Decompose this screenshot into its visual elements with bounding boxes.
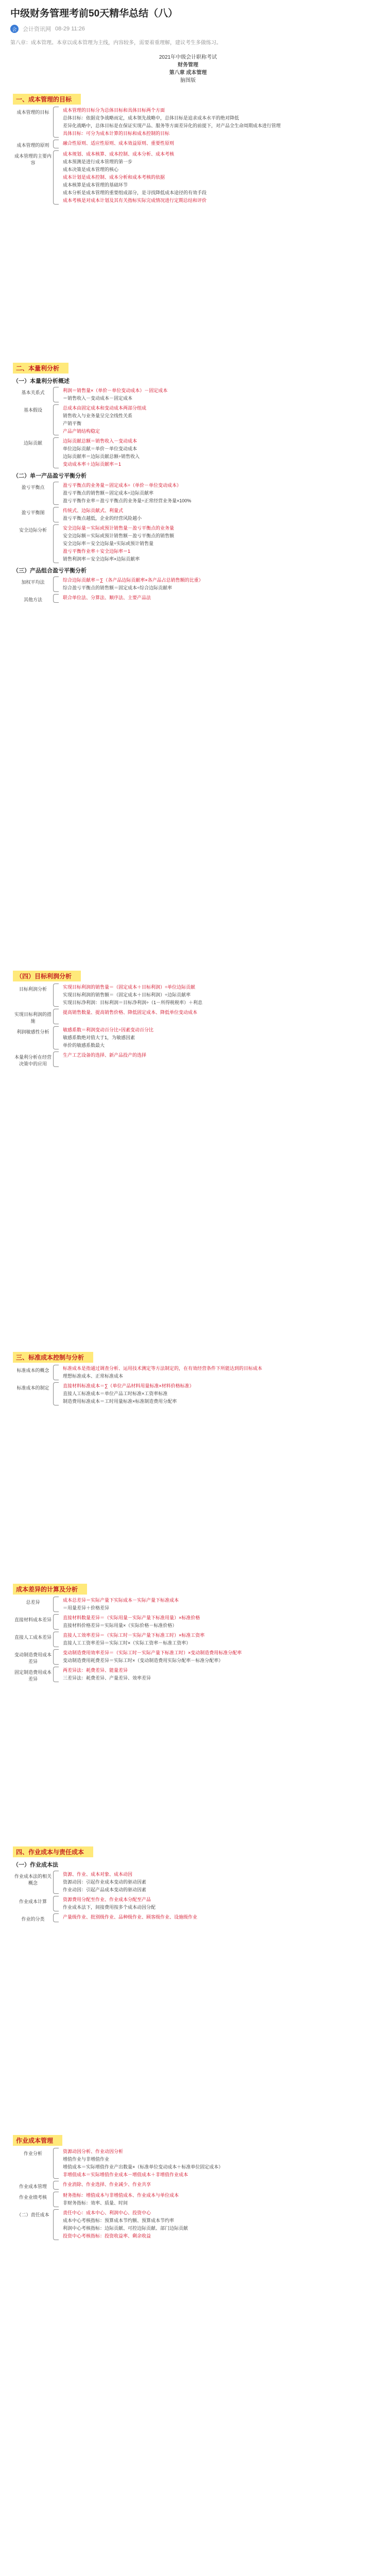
article-intro: 第八章：成本管理。本章以成本管理为主线，内容较多，需要着重理解，建议考生多做练习。 bbox=[10, 40, 221, 46]
author-name[interactable]: 会计资讯网 bbox=[23, 26, 51, 32]
section-title: 二、本量利分析 bbox=[13, 363, 68, 374]
branch-label: 作业成本法的相关概念 bbox=[14, 1874, 52, 1886]
branch-line: 安全边际额＝实际或预计销售额－盈亏平衡点的销售额 bbox=[63, 533, 175, 538]
branch-label: 成本管理的主要内容 bbox=[14, 154, 52, 165]
branch-body bbox=[63, 594, 363, 603]
branch-body bbox=[63, 2209, 363, 2240]
branch-line: 综合边际贡献率＝∑（各产品边际贡献率×各产品占总销售额的比重） bbox=[63, 578, 203, 583]
brace-connector bbox=[53, 437, 59, 468]
brace-connector bbox=[53, 404, 59, 435]
branch-label: 总差异 bbox=[26, 1600, 40, 1605]
branch-line: 变动制造费用耗费差异＝实际工时×（变动制造费用实际分配率－标准分配率） bbox=[63, 1658, 224, 1663]
branch-line: 单价的敏感系数最大 bbox=[63, 1043, 105, 1048]
mindmap-branch bbox=[13, 2181, 363, 2190]
mindmap-branch bbox=[13, 594, 363, 603]
mindmap-branch bbox=[13, 1632, 363, 1647]
brace-connector bbox=[53, 107, 59, 138]
subsection-title: （一）作业成本法 bbox=[13, 1862, 58, 1868]
branch-line: 综合盈亏平衡点的销售额＝固定成本÷综合边际贡献率 bbox=[63, 585, 172, 590]
brace-connector bbox=[53, 594, 59, 603]
branch-line: 直接材料数量差异＝（实际用量－实际产量下标准用量）×标准价格 bbox=[63, 1615, 200, 1620]
branch-line: 盈亏平衡点的业务量＝固定成本÷（单价－单位变动成本） bbox=[63, 483, 181, 488]
branch-line: 盈亏平衡作业率＋安全边际率＝1 bbox=[63, 549, 131, 554]
branch-label: 作业成本计算 bbox=[19, 1899, 47, 1904]
branch-line: 成本管理的目标分为总体目标和具体目标两个方面 bbox=[63, 108, 165, 113]
branch-body bbox=[63, 1667, 363, 1682]
branch-body bbox=[63, 107, 363, 138]
branch-label: 安全边际分析 bbox=[19, 528, 47, 533]
branch-label: 其他方法 bbox=[23, 597, 42, 602]
branch-body bbox=[63, 1052, 363, 1067]
branch-line: 提高销售数量、提高销售价格、降低固定成本、降低单位变动成本 bbox=[63, 1010, 198, 1015]
branch-line: 总体目标：依据竞争战略而定，成本领先战略中，总体目标是追求成本水平的绝对降低 bbox=[63, 115, 239, 121]
branch-line: 作业动因：引起产品成本变动的驱动因素 bbox=[63, 1887, 147, 1892]
branch-line: 直接材料标准成本＝∑（单位产品材料用量标准×材料价格标准） bbox=[63, 1383, 194, 1388]
branch-body bbox=[63, 404, 363, 435]
branch-body bbox=[63, 524, 363, 563]
branch-line: 标准成本是指通过调查分析、运用技术测定等方法制定的，在有效经营条件下所能达到的目标成本 bbox=[63, 1366, 263, 1371]
brace-connector bbox=[53, 507, 59, 522]
doc-chapter: 第八章 成本管理 bbox=[169, 70, 207, 76]
branch-line: 三差异法：耗费差异、产量差异、效率差异 bbox=[63, 1675, 151, 1681]
section-rows bbox=[13, 984, 363, 1067]
branch-line: 利润中心考核指标：边际贡献、可控边际贡献、部门边际贡献 bbox=[63, 2226, 188, 2231]
branch-line: 成本计划是成本控制、成本分析和成本考核的依据 bbox=[63, 175, 165, 180]
branch-label: 本量利分析在经营决策中的应用 bbox=[14, 1055, 52, 1066]
section-rows bbox=[13, 482, 363, 563]
branch-line: 成本预测是进行成本管理的第一步 bbox=[63, 159, 133, 164]
branch-line: 实现目标净利润：目标利润＝目标净利润÷（1－所得税税率）＋利息 bbox=[63, 1000, 202, 1005]
branch-line: 成本中心考核指标：预算成本节约额、预算成本节约率 bbox=[63, 2218, 175, 2223]
branch-line: 增值成本＝实际增值作业产出数量×（标准单位变动成本＋标准单位固定成本） bbox=[63, 2164, 224, 2170]
subsection-title: （二）单一产品盈亏平衡分析 bbox=[13, 473, 87, 479]
brace-connector bbox=[53, 150, 59, 205]
section-title: 三、标准成本控制与分析 bbox=[13, 1352, 93, 1363]
branch-line: 资源动因：引起作业成本变动的驱动因素 bbox=[63, 1879, 147, 1885]
branch-line: 生产工艺设备的选择、新产品投产的选择 bbox=[63, 1053, 147, 1058]
section-rows bbox=[13, 2148, 363, 2240]
branch-label: 作业成本管理 bbox=[19, 2184, 47, 2189]
brace-connector bbox=[53, 140, 59, 148]
branch-label: 直接材料成本差异 bbox=[14, 1617, 52, 1622]
mindmap-branch bbox=[13, 1026, 363, 1049]
section-cost-variance bbox=[13, 1584, 363, 1836]
branch-body bbox=[63, 437, 363, 468]
branch-body bbox=[63, 1365, 363, 1380]
branch-line: 盈亏平衡点的销售额＝固定成本÷边际贡献率 bbox=[63, 490, 153, 496]
branch-label: 基本假设 bbox=[23, 408, 42, 413]
branch-line: 销售收入与业务量呈完全线性关系 bbox=[63, 413, 133, 418]
mindmap-branch bbox=[13, 1614, 363, 1630]
doc-subject: 财务管理 bbox=[178, 62, 198, 68]
mindmap-branch bbox=[13, 1382, 363, 1405]
branch-label: 成本管理的目标 bbox=[16, 110, 49, 115]
brace-connector bbox=[53, 1632, 59, 1647]
branch-line: 安全边际率＝安全边际量÷实际或预计销售量 bbox=[63, 541, 153, 546]
mindmap-branch bbox=[13, 1649, 363, 1665]
brace-connector bbox=[53, 524, 59, 563]
brace-connector bbox=[53, 1597, 59, 1612]
branch-line: 直接人工标准成本＝单位产品工时标准×工资率标准 bbox=[63, 1391, 168, 1396]
brace-connector bbox=[53, 984, 59, 1007]
branch-label: 标准成本的概念 bbox=[16, 1368, 49, 1373]
branch-label: 边际贡献 bbox=[23, 440, 42, 446]
subsection-title: （三）产品组合盈亏平衡分析 bbox=[13, 568, 87, 574]
branch-line: 资源、作业、成本对象、成本动因 bbox=[63, 1872, 133, 1877]
branch-body bbox=[63, 2192, 363, 2207]
branch-line: 资源动因分析、作业动因分析 bbox=[63, 2149, 124, 2154]
mindmap-branch bbox=[13, 1009, 363, 1024]
brace-connector bbox=[53, 2148, 59, 2179]
mindmap-branch bbox=[13, 1871, 363, 1894]
branch-line: 成本规划、成本核算、成本控制、成本分析、成本考核 bbox=[63, 151, 175, 157]
branch-line: 融合性原则、适应性原则、成本效益原则、重要性原则 bbox=[63, 141, 175, 146]
branch-label: 成本管理的原则 bbox=[16, 143, 49, 148]
branch-line: 成本核算是成本管理的基础环节 bbox=[63, 182, 128, 188]
mindmap-branch bbox=[13, 387, 363, 402]
branch-body bbox=[63, 507, 363, 522]
branch-body bbox=[63, 1009, 363, 1024]
branch-line: 产量级作业、批别级作业、品种级作业、顾客级作业、设施级作业 bbox=[63, 1914, 198, 1920]
branch-line: 敏感系数＝利润变动百分比÷因素变动百分比 bbox=[63, 1027, 153, 1032]
brace-connector bbox=[53, 1667, 59, 1682]
branch-label: 直接人工成本差异 bbox=[14, 1635, 52, 1640]
branch-body bbox=[63, 1913, 363, 1922]
mindmap-branch bbox=[13, 2148, 363, 2179]
mindmap-branch bbox=[13, 577, 363, 592]
brace-connector bbox=[53, 1026, 59, 1049]
mindmap-branch bbox=[13, 150, 363, 205]
branch-body bbox=[63, 1614, 363, 1630]
brace-connector bbox=[53, 1382, 59, 1405]
section-title: 成本差异的计算及分析 bbox=[13, 1584, 87, 1595]
mindmap-branch bbox=[13, 1365, 363, 1380]
mindmap-branch bbox=[13, 2209, 363, 2240]
branch-body bbox=[63, 1026, 363, 1049]
branch-line: 责任中心：成本中心、利润中心、投资中心 bbox=[63, 2210, 151, 2215]
mindmap-branch bbox=[13, 1896, 363, 1911]
branch-body bbox=[63, 577, 363, 592]
branch-line: 成本总差异＝实际产量下实际成本－实际产量下标准成本 bbox=[63, 1598, 179, 1603]
branch-line: 资源费用分配至作业、作业成本分配至产品 bbox=[63, 1897, 151, 1902]
brace-connector bbox=[53, 2181, 59, 2190]
branch-body bbox=[63, 1382, 363, 1405]
author-avatar[interactable]: 会 bbox=[10, 25, 19, 33]
branch-line: 单位边际贡献＝单价－单位变动成本 bbox=[63, 446, 138, 451]
branch-line: 制造费用标准成本＝工时用量标准×标准制造费用分配率 bbox=[63, 1399, 177, 1404]
branch-line: ＝用量差异＋价格差异 bbox=[63, 1605, 110, 1611]
section-rows bbox=[13, 107, 363, 205]
mindmap-branch bbox=[13, 1667, 363, 1682]
article-header bbox=[0, 0, 377, 36]
branch-line: 实现目标利润的销售额＝（固定成本＋目标利润）÷边际贡献率 bbox=[63, 992, 191, 997]
branch-line: 边际贡献总额＝销售收入－变动成本 bbox=[63, 438, 138, 444]
branch-line: ＝销售收入－变动成本－固定成本 bbox=[63, 396, 133, 401]
branch-label: （二）责任成本 bbox=[16, 2212, 49, 2217]
branch-line: 非增值成本＝实际增值作业成本－增值成本＋非增值作业成本 bbox=[63, 2172, 188, 2177]
branch-body bbox=[63, 1871, 363, 1894]
branch-line: 销售利润率＝安全边际率×边际贡献率 bbox=[63, 556, 140, 562]
mindmap-branch bbox=[13, 1052, 363, 1067]
mindmap-document bbox=[13, 54, 363, 2576]
section-rows bbox=[13, 577, 363, 603]
brace-connector bbox=[53, 1649, 59, 1665]
section-title: （四）目标利润分析 bbox=[13, 971, 81, 981]
section-rows bbox=[13, 387, 363, 468]
branch-body bbox=[63, 387, 363, 402]
brace-connector bbox=[53, 1052, 59, 1067]
publish-date: 08-29 11:26 bbox=[55, 26, 85, 32]
branch-line: 成本决策是成本管理的核心 bbox=[63, 167, 119, 172]
branch-body bbox=[63, 140, 363, 148]
branch-line: 财务指标：增值成本与非增值成本、作业成本与单位成本 bbox=[63, 2193, 179, 2198]
branch-line: 传统式、边际贡献式、利量式 bbox=[63, 508, 124, 513]
section-rows bbox=[13, 1597, 363, 1682]
branch-line: 直接人工效率差异＝（实际工时－实际产量下标准工时）×标准工资率 bbox=[63, 1633, 205, 1638]
article-title: 中级财务管理考前50天精华总结（八） bbox=[10, 8, 178, 19]
subsection-title: （一）本量利分析概述 bbox=[13, 378, 70, 384]
branch-label: 实现目标利润的措施 bbox=[14, 1012, 52, 1024]
section-standard-cost bbox=[13, 1352, 363, 1573]
brace-connector bbox=[53, 2209, 59, 2240]
branch-body bbox=[63, 1632, 363, 1647]
branch-label: 作业的分类 bbox=[21, 1917, 45, 1922]
brace-connector bbox=[53, 2192, 59, 2207]
branch-line: 具体目标：可分为成本计算的目标和成本控制的目标 bbox=[63, 131, 170, 136]
branch-line: 产品产销结构稳定 bbox=[63, 429, 100, 434]
branch-line: 作业成本法下，间接费用按多个成本动因分配 bbox=[63, 1905, 156, 1910]
branch-line: 边际贡献率＝边际贡献总额÷销售收入 bbox=[63, 454, 140, 459]
section-target-profit bbox=[13, 971, 363, 1342]
branch-body bbox=[63, 1896, 363, 1911]
branch-line: 成本分析是成本管理的重要组成部分，是寻找降低成本途径的有效手段 bbox=[63, 190, 207, 195]
brace-connector bbox=[53, 577, 59, 592]
branch-line: 敏感系数绝对值大于1，为敏感因素 bbox=[63, 1035, 135, 1040]
branch-line: 利润＝销售量×（单价－单位变动成本）－固定成本 bbox=[63, 388, 168, 393]
branch-line: 安全边际量＝实际或预计销售量－盈亏平衡点的业务量 bbox=[63, 526, 175, 531]
branch-line: 作业消除、作业选择、作业减少、作业共享 bbox=[63, 2182, 151, 2187]
brace-connector bbox=[53, 1913, 59, 1922]
branch-line: 理想标准成本、正常标准成本 bbox=[63, 1374, 124, 1379]
branch-body bbox=[63, 1649, 363, 1665]
branch-label: 变动制造费用成本差异 bbox=[14, 1652, 52, 1664]
branch-line: 两差异法：耗费差异、能量差异 bbox=[63, 1668, 128, 1673]
branch-line: 直接材料价格差异＝实际用量×（实际价格－标准价格） bbox=[63, 1623, 177, 1628]
branch-line: 差异化战略中，总体目标是在保证实现产品、服务等方面差异化的前提下，对产品全生命周期成本进行管理 bbox=[63, 123, 281, 128]
branch-line: 产销平衡 bbox=[63, 421, 82, 426]
section-title: 一、成本管理的目标 bbox=[13, 94, 81, 105]
section-activity-costing bbox=[13, 1846, 363, 2125]
branch-line: 联合单位法、分算法、顺序法、主要产品法 bbox=[63, 595, 151, 600]
mindmap-branch bbox=[13, 1913, 363, 1922]
branch-label: 作业业绩考核 bbox=[19, 2195, 47, 2200]
branch-body bbox=[63, 482, 363, 505]
branch-label: 盈亏平衡点 bbox=[21, 485, 45, 490]
brace-connector bbox=[53, 387, 59, 402]
mindmap-branch bbox=[13, 404, 363, 435]
branch-line: 实现目标利润的销售量＝（固定成本＋目标利润）÷单位边际贡献 bbox=[63, 985, 195, 990]
branch-line: 总成本由固定成本和变动成本两部分组成 bbox=[63, 405, 147, 411]
doc-year: 2021年中级会计职称考试 bbox=[159, 55, 217, 60]
mindmap-branch bbox=[13, 482, 363, 505]
mindmap-branch bbox=[13, 107, 363, 138]
branch-label: 标准成本的制定 bbox=[16, 1385, 49, 1391]
brace-connector bbox=[53, 1614, 59, 1630]
branch-body bbox=[63, 2181, 363, 2190]
mindmap-branch bbox=[13, 984, 363, 1007]
branch-label: 固定制造费用成本差异 bbox=[14, 1670, 52, 1682]
branch-label: 利润敏感性分析 bbox=[16, 1029, 49, 1035]
branch-body bbox=[63, 1597, 363, 1612]
branch-line: 盈亏平衡点越低，企业的经营风险越小 bbox=[63, 516, 142, 521]
branch-body bbox=[63, 150, 363, 205]
section-rows bbox=[13, 1365, 363, 1405]
branch-line: 成本考核是对成本计划及其有关指标实际完成情况进行定期总结和评价 bbox=[63, 198, 207, 203]
section-title: 作业成本管理 bbox=[13, 2135, 62, 2146]
branch-label: 基本关系式 bbox=[21, 390, 45, 395]
branch-line: 变动制造费用效率差异＝（实际工时－实际产量下标准工时）×变动制造费用标准分配率 bbox=[63, 1650, 242, 1655]
section-cost-goals bbox=[13, 94, 363, 351]
branch-label: 目标利润分析 bbox=[19, 987, 47, 992]
mindmap-branch bbox=[13, 437, 363, 468]
branch-label: 作业分析 bbox=[23, 2151, 42, 2156]
brace-connector bbox=[53, 1009, 59, 1024]
branch-body bbox=[63, 984, 363, 1007]
section-rows bbox=[13, 1871, 363, 1922]
mindmap-branch bbox=[13, 507, 363, 522]
section-activity-management bbox=[13, 2135, 363, 2576]
doc-heading bbox=[13, 54, 363, 84]
mindmap-branch bbox=[13, 1597, 363, 1612]
branch-line: 非财务指标：效率、质量、时间 bbox=[63, 2200, 128, 2206]
brace-connector bbox=[53, 1365, 59, 1380]
brace-connector bbox=[53, 1896, 59, 1911]
mindmap-branch bbox=[13, 2192, 363, 2207]
branch-line: 投资中心考核指标：投资收益率、剩余收益 bbox=[63, 2233, 151, 2239]
branch-label: 盈亏平衡图 bbox=[21, 510, 45, 515]
section-title: 四、作业成本与责任成本 bbox=[13, 1846, 93, 1857]
mindmap-branch bbox=[13, 524, 363, 563]
article-meta bbox=[10, 25, 367, 33]
section-cvp bbox=[13, 363, 363, 960]
branch-line: 盈亏平衡作业率＝盈亏平衡点的业务量÷正常经营业务量×100% bbox=[63, 498, 192, 503]
branch-body bbox=[63, 2148, 363, 2179]
doc-kind: 脑图版 bbox=[180, 78, 196, 83]
brace-connector bbox=[53, 1871, 59, 1894]
branch-line: 直接人工工资率差异＝实际工时×（实际工资率－标准工资率） bbox=[63, 1640, 191, 1646]
mindmap-branch bbox=[13, 140, 363, 148]
branch-line: 变动成本率＋边际贡献率＝1 bbox=[63, 462, 122, 467]
branch-line: 增值作业与非增值作业 bbox=[63, 2157, 110, 2162]
brace-connector bbox=[53, 482, 59, 505]
branch-label: 加权平均法 bbox=[21, 580, 45, 585]
